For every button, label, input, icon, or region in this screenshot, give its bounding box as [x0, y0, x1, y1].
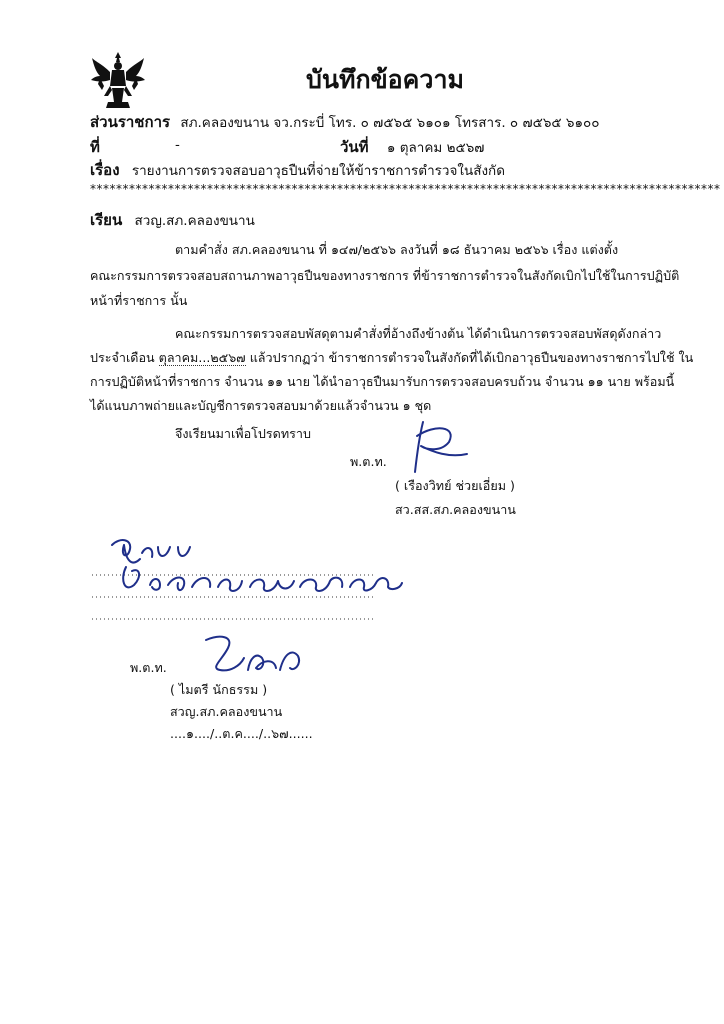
signer-2-date: ....๑..../..ต.ค..../..๖๗......	[170, 726, 313, 741]
paragraph-1-line-2: คณะกรรมการตรวจสอบสถานภาพอาวุธปืนของทางราชการ ที่ข้าราชการตำรวจในสังกัดเบิกไปใช้ในการปฏิบัติ	[90, 268, 680, 283]
memo-title: บันทึกข้อความ	[306, 65, 464, 94]
date-value: ๑ ตุลาคม ๒๕๖๗	[386, 140, 485, 156]
separator-line: *************************************************************************************************	[90, 182, 721, 196]
to-value: สวญ.สภ.คลองขนาน	[134, 213, 255, 229]
signer-2-name: ( ไมตรี นักธรรม )	[170, 682, 268, 697]
subject-label: เรื่อง	[90, 161, 120, 179]
month-value: ตุลาคม...๒๕๖๗	[158, 350, 246, 365]
signer-1-rank: พ.ต.ท.	[350, 454, 387, 469]
department-row	[90, 110, 600, 134]
department-value: สภ.คลองขนาน จว.กระบี่ โทร. ๐ ๗๕๖๕ ๖๑๐๑ โทรสาร. ๐ ๗๕๖๕ ๖๑๐๐	[180, 115, 600, 131]
ref-value: -	[175, 137, 180, 153]
subject-row	[90, 158, 505, 182]
closing-line: จึงเรียนมาเพื่อโปรดทราบ	[175, 426, 311, 441]
paragraph-1-line-3: หน้าที่ราชการ นั้น	[90, 293, 188, 308]
signer-1-position: สว.สส.สภ.คลองขนาน	[395, 502, 516, 517]
paragraph-2-line-1: คณะกรรมการตรวจสอบพัสดุตามคำสั่งที่อ้างถึงข้างต้น ได้ดำเนินการตรวจสอบพัสดุดังกล่าว	[175, 326, 662, 341]
signature-2	[200, 628, 310, 678]
date-row	[340, 135, 484, 159]
signer-2-rank: พ.ต.ท.	[130, 660, 167, 675]
garuda-emblem-icon	[90, 50, 146, 110]
ref-label: ที่	[90, 138, 100, 156]
to-label: เรียน	[90, 211, 123, 229]
paragraph-2-line-3: การปฏิบัติหน้าที่ราชการ จำนวน ๑๑ นาย ได้นำอาวุธปืนมารับการตรวจสอบครบถ้วน จำนวน ๑๑ นาย พร้อมนี้	[90, 374, 675, 389]
to-row	[90, 208, 255, 232]
paragraph-2-line-4: ได้แนบภาพถ่ายและบัญชีการตรวจสอบมาด้วยแล้วจำนวน ๑ ชุด	[90, 398, 432, 413]
signature-1	[405, 418, 495, 476]
ref-label-wrap	[90, 135, 100, 159]
month-label: ประจำเดือน	[90, 350, 155, 365]
handwritten-acknowledge-note	[90, 535, 435, 625]
department-label: ส่วนราชการ	[90, 113, 171, 131]
signer-2-position: สวญ.สภ.คลองขนาน	[170, 704, 283, 719]
paragraph-2-line-2	[90, 348, 693, 368]
subject-value: รายงานการตรวจสอบอาวุธปืนที่จ่ายให้ข้าราชการตำรวจในสังกัด	[131, 163, 505, 179]
paragraph-1-line-1: ตามคำสั่ง สภ.คลองขนาน ที่ ๑๔๗/๒๕๖๖ ลงวันที่ ๑๘ ธันวาคม ๒๕๖๖ เรื่อง แต่งตั้ง	[175, 242, 619, 257]
paragraph-2-line-2-rest: แล้วปรากฏว่า ข้าราชการตำรวจในสังกัดที่ได้เบิกอาวุธปืนของทางราชการไปใช้ ใน	[249, 350, 694, 365]
date-label: วันที่	[340, 138, 369, 156]
signer-1-name: ( เรืองวิทย์ ช่วยเอี่ยม )	[395, 478, 515, 493]
